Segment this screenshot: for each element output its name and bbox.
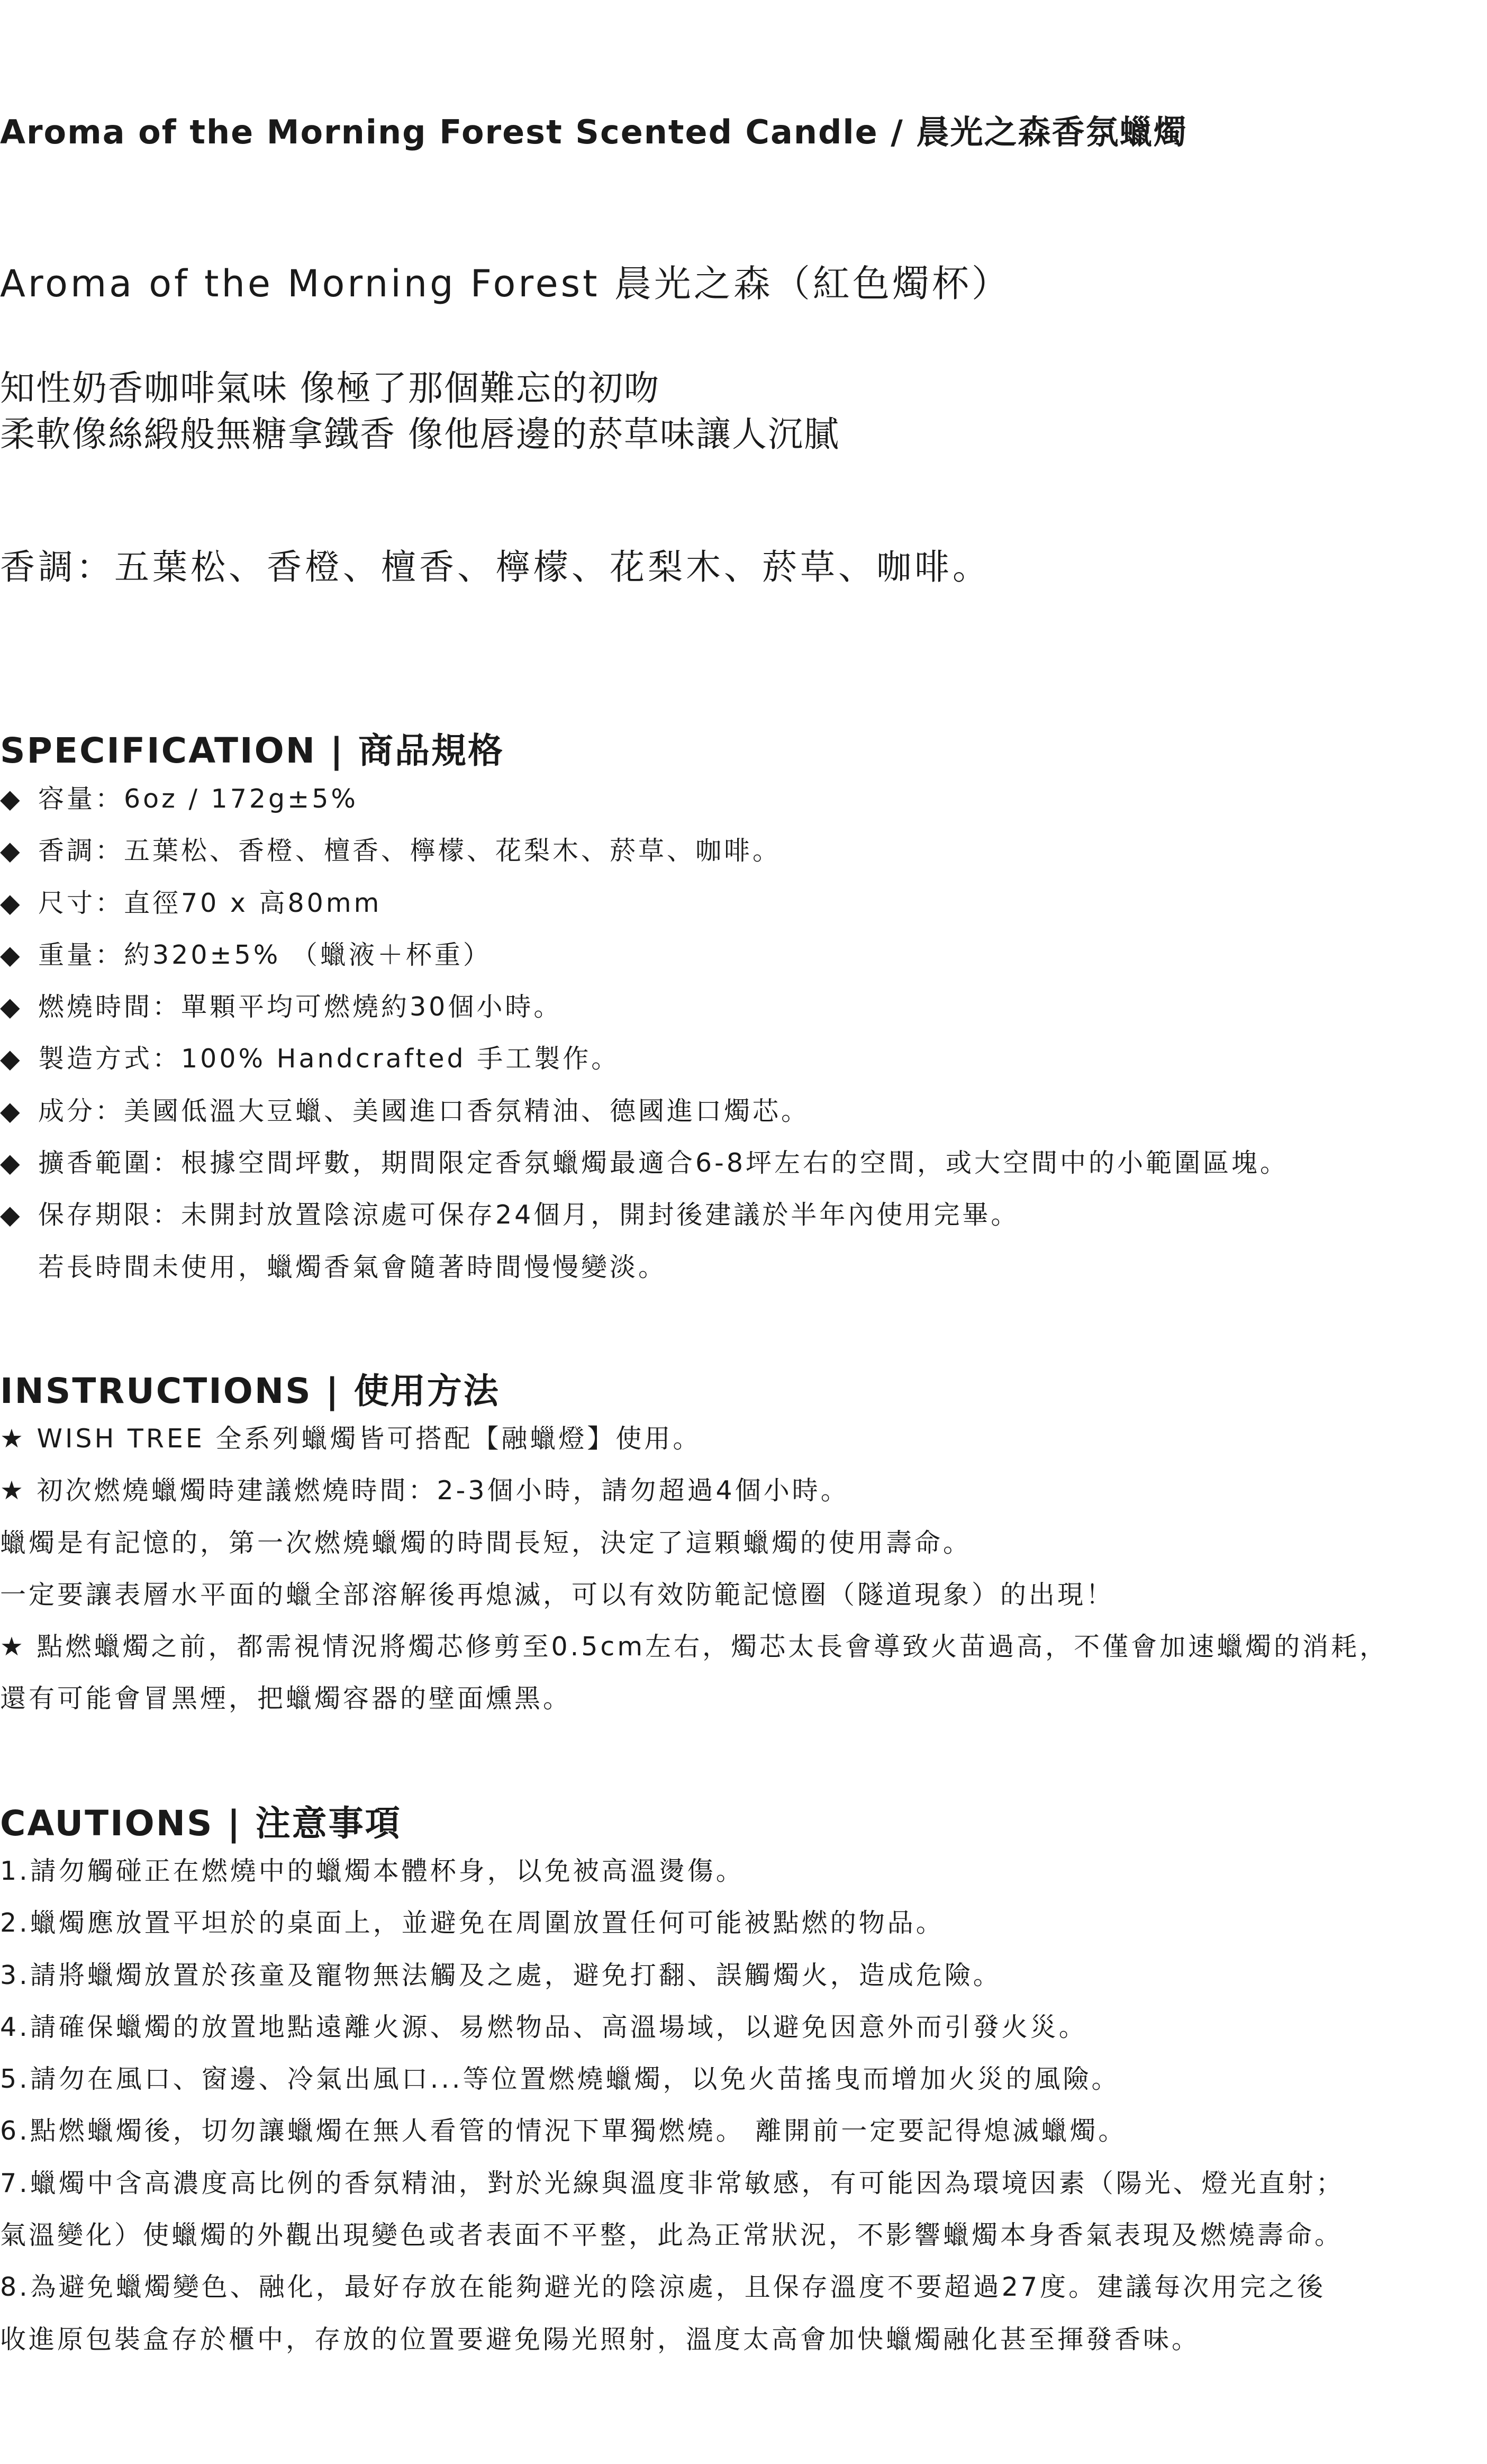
diamond-bullet-icon: ◆ bbox=[0, 836, 23, 866]
specification-list bbox=[0, 773, 1289, 1293]
diamond-bullet-icon: ◆ bbox=[0, 1200, 23, 1230]
diamond-bullet-icon: ◆ bbox=[0, 1148, 23, 1179]
scent-notes: 香調：五葉松、香橙、檀香、檸檬、花梨木、菸草、咖啡。 bbox=[0, 547, 991, 587]
product-description bbox=[0, 365, 840, 457]
caution-line: 1.請勿觸碰正在燃燒中的蠟燭本體杯身，以免被高溫燙傷。 bbox=[0, 1856, 745, 1886]
spec-item: ◆ 重量：約320±5% （蠟液＋杯重） bbox=[0, 929, 1289, 981]
diamond-bullet-icon: ◆ bbox=[0, 992, 23, 1022]
caution-line: 氣溫變化）使蠟燭的外觀出現變色或者表面不平整，此為正常狀況，不影響蠟燭本身香氣表現及燃燒壽命。 bbox=[0, 2220, 1344, 2251]
caution-line: 收進原包裝盒存於櫃中，存放的位置要避免陽光照射，溫度太高會加快蠟燭融化甚至揮發香味。 bbox=[0, 2324, 1201, 2354]
description-line: 柔軟像絲緞般無糖拿鐵香 像他唇邊的菸草味讓人沉膩 bbox=[0, 414, 840, 455]
specification-heading: SPECIFICATION | 商品規格 bbox=[0, 730, 504, 771]
page-title: Aroma of the Morning Forest Scented Candle / 晨光之森香氛蠟燭 bbox=[0, 113, 1187, 151]
spec-item: ◆ 製造方式：100% Handcrafted 手工製作。 bbox=[0, 1033, 1289, 1085]
instruction-line: ★ 點燃蠟燭之前，都需視情況將燭芯修剪至0.5cm左右，燭芯太長會導致火苗過高，不僅會加速蠟燭的消耗， bbox=[0, 1632, 1389, 1662]
caution-line: 3.請將蠟燭放置於孩童及寵物無法觸及之處，避免打翻、誤觸燭火，造成危險。 bbox=[0, 1960, 1002, 1990]
cautions-heading: CAUTIONS | 注意事項 bbox=[0, 1803, 402, 1844]
caution-line: 5.請勿在風口、窗邊、冷氣出風口...等位置燃燒蠟燭，以免火苗搖曳而增加火災的風險。 bbox=[0, 2064, 1120, 2095]
diamond-bullet-icon: ◆ bbox=[0, 784, 23, 814]
caution-line: 6.點燃蠟燭後，切勿讓蠟燭在無人看管的情況下單獨燃燒。 離開前一定要記得熄滅蠟燭。 bbox=[0, 2116, 1127, 2146]
spec-item: ◆ 尺寸：直徑70 x 高80mm bbox=[0, 877, 1289, 929]
diamond-bullet-icon: ◆ bbox=[0, 1044, 23, 1074]
caution-line: 7.蠟燭中含高濃度高比例的香氛精油，對於光線與溫度非常敏感，有可能因為環境因素（陽光、燈光直射； bbox=[0, 2168, 1345, 2198]
instruction-line: 還有可能會冒黑煙，把蠟燭容器的壁面燻黑。 bbox=[0, 1683, 572, 1714]
instruction-line: 蠟燭是有記憶的，第一次燃燒蠟燭的時間長短，決定了這顆蠟燭的使用壽命。 bbox=[0, 1527, 972, 1558]
spec-item: ◆ 容量：6oz / 172g±5% bbox=[0, 773, 1289, 825]
instruction-line: ★ 初次燃燒蠟燭時建議燃燒時間：2-3個小時，請勿超過4個小時。 bbox=[0, 1475, 849, 1506]
spec-item: ◆ 保存期限：未開封放置陰涼處可保存24個月，開封後建議於半年內使用完畢。 bbox=[0, 1189, 1289, 1241]
spec-item: ◆ 香調：五葉松、香橙、檀香、檸檬、花梨木、菸草、咖啡。 bbox=[0, 825, 1289, 877]
diamond-bullet-icon: ◆ bbox=[0, 1095, 23, 1126]
instructions-list bbox=[0, 1413, 1388, 1725]
caution-line: 4.請確保蠟燭的放置地點遠離火源、易燃物品、高溫場域，以避免因意外而引發火災。 bbox=[0, 2012, 1087, 2042]
caution-line: 2.蠟燭應放置平坦於的桌面上，並避免在周圍放置任何可能被點燃的物品。 bbox=[0, 1908, 945, 1938]
diamond-bullet-icon: ◆ bbox=[0, 939, 23, 970]
product-name: Aroma of the Morning Forest 晨光之森（紅色燭杯） bbox=[0, 262, 1011, 305]
instruction-line: ★ WISH TREE 全系列蠟燭皆可搭配【融蠟燈】使用。 bbox=[0, 1424, 702, 1454]
instruction-line: 一定要讓表層水平面的蠟全部溶解後再熄滅，可以有效防範記憶圈（隧道現象）的出現！ bbox=[0, 1579, 1115, 1610]
spec-item: ◆ 燃燒時間：單顆平均可燃燒約30個小時。 bbox=[0, 981, 1289, 1033]
diamond-bullet-icon: ◆ bbox=[0, 887, 23, 918]
description-line: 知性奶香咖啡氣味 像極了那個難忘的初吻 bbox=[0, 368, 660, 409]
spec-item: ◆ 擴香範圍：根據空間坪數，期間限定香氛蠟燭最適合6-8坪左右的空間，或大空間中的小範圍區塊。 bbox=[0, 1137, 1289, 1189]
caution-line: 8.為避免蠟燭變色、融化，最好存放在能夠避光的陰涼處，且保存溫度不要超過27度。建議每次用完之後 bbox=[0, 2272, 1326, 2303]
instructions-heading: INSTRUCTIONS | 使用方法 bbox=[0, 1371, 500, 1411]
spec-item-continuation: 若長時間未使用，蠟燭香氣會隨著時間慢慢變淡。 bbox=[38, 1252, 667, 1282]
cautions-list bbox=[0, 1845, 1345, 2366]
spec-item: ◆ 成分：美國低溫大豆蠟、美國進口香氛精油、德國進口燭芯。 bbox=[0, 1085, 1289, 1137]
